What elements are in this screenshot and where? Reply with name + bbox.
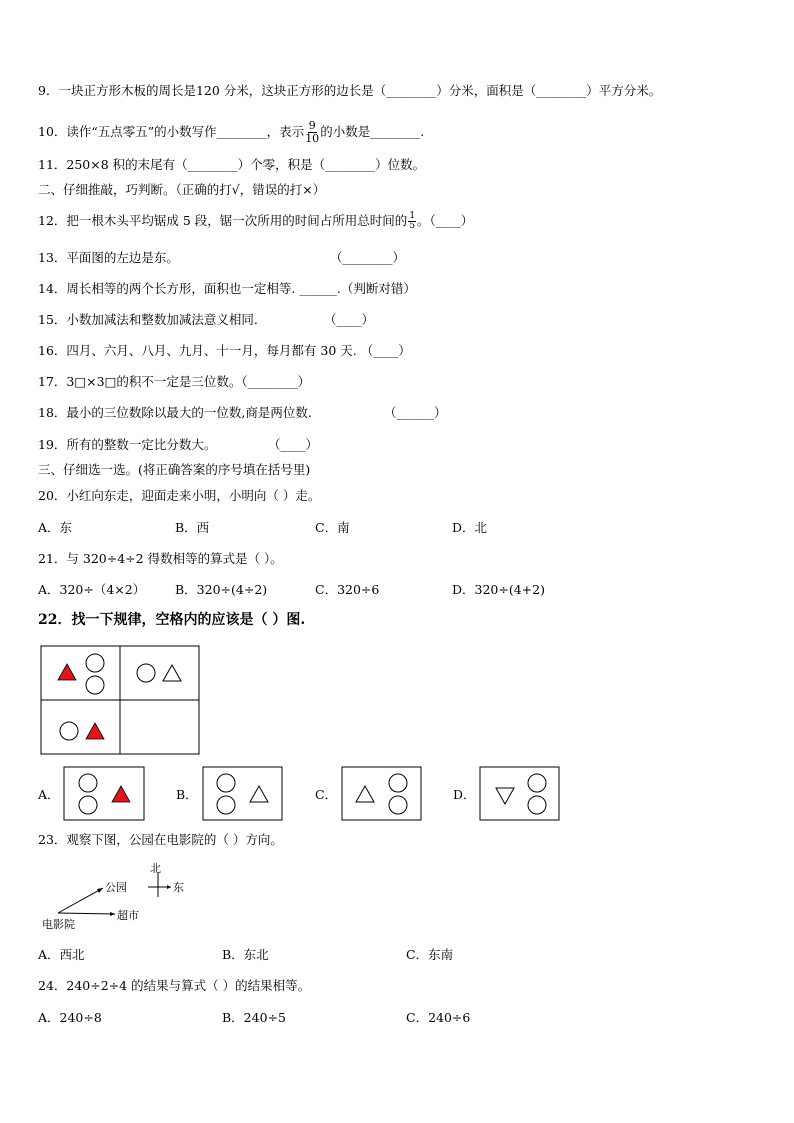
question-24: 24．240÷2÷4 的结果与算式（ ）的结果相等。: [38, 978, 311, 993]
question-17: 17．3□×3□的积不一定是三位数。（________）: [38, 374, 311, 389]
map-label-cinema: 电影院: [42, 918, 75, 931]
section-2-heading: 二、仔细推敲，巧判断。（正确的打√，错误的打×）: [38, 182, 326, 197]
circle-icon: [60, 722, 78, 740]
question-20: 20．小红向东走，迎面走来小明，小明向（ ）走。: [38, 488, 321, 503]
map-label-north: 北: [150, 862, 161, 875]
circle-icon: [389, 774, 407, 792]
q22-option-a[interactable]: A．: [38, 787, 60, 802]
map-label-market: 超市: [117, 909, 139, 922]
map-label-east: 东: [173, 881, 184, 894]
question-13-text: 13．平面图的左边是东。: [38, 250, 179, 265]
q23-option-c[interactable]: C．东南: [406, 947, 454, 962]
red-triangle-icon: [58, 664, 76, 680]
pattern-grid: [41, 646, 199, 754]
question-10-text-a: 10．读作“五点零五”的小数写作________，表示: [38, 124, 305, 139]
circle-icon: [79, 774, 97, 792]
question-13-answer-blank[interactable]: （________）: [330, 250, 406, 265]
q21-option-c[interactable]: C．320÷6: [315, 582, 380, 597]
question-9: 9．一块正方形木板的周长是120 分米，这块正方形的边长是（________）分米，面积是（________）平方分米。: [38, 83, 662, 98]
circle-icon: [86, 654, 104, 672]
question-11: 11．250×8 积的末尾有（________）个零，积是（________）位数。: [38, 157, 426, 172]
red-triangle-icon: [86, 723, 104, 739]
q22-option-d[interactable]: D．: [453, 787, 476, 802]
inverted-triangle-icon: [496, 788, 514, 804]
circle-icon: [389, 796, 407, 814]
question-18-text: 18．最小的三位数除以最大的一位数,商是两位数.: [38, 405, 312, 420]
question-16: 16．四月、六月、八月、九月、十一月，每月都有 30 天. （____）: [38, 343, 411, 358]
circle-icon: [217, 774, 235, 792]
option-b-figure: [203, 767, 282, 820]
triangle-icon: [163, 665, 181, 681]
question-19-answer-blank[interactable]: （____）: [268, 437, 319, 452]
question-14: 14．周长相等的两个长方形，面积也一定相等. ______.（判断对错）: [38, 281, 416, 296]
q21-option-b[interactable]: B．320÷(4÷2): [175, 582, 268, 597]
question-10-text-b: 的小数是________.: [320, 124, 425, 139]
circle-icon: [79, 796, 97, 814]
q24-option-b[interactable]: B．240÷5: [222, 1010, 286, 1025]
triangle-icon: [356, 786, 374, 802]
map-label-park: 公园: [105, 881, 127, 894]
q24-option-a[interactable]: A．240÷8: [38, 1010, 102, 1025]
question-15-answer-blank[interactable]: （____）: [324, 312, 375, 327]
q24-option-c[interactable]: C．240÷6: [406, 1010, 471, 1025]
question-23: 23．观察下图，公园在电影院的（ ）方向。: [38, 832, 283, 847]
question-12-text-b: 。（____）: [417, 213, 474, 228]
question-15-text: 15．小数加减法和整数加减法意义相同.: [38, 312, 258, 327]
q20-option-b[interactable]: B．西: [175, 520, 210, 535]
q20-option-c[interactable]: C．南: [315, 520, 350, 535]
triangle-icon: [250, 786, 268, 802]
section-3-heading: 三、仔细选一选。(将正确答案的序号填在括号里): [38, 462, 311, 477]
fraction-one-fifth: $\frac{1}{5}$: [409, 211, 416, 231]
q20-option-d[interactable]: D．北: [452, 520, 488, 535]
question-18-answer-blank[interactable]: （______）: [384, 405, 447, 420]
q21-option-a[interactable]: A．320÷（4×2）: [38, 582, 146, 597]
question-21: 21．与 320÷4÷2 得数相等的算式是（ ）。: [38, 551, 283, 566]
q22-option-b[interactable]: B．: [176, 787, 198, 802]
q21-option-d[interactable]: D．320÷(4+2): [452, 582, 545, 597]
circle-icon: [137, 664, 155, 682]
option-d-figure: [480, 767, 559, 820]
option-a-figure: [64, 767, 144, 820]
circle-icon: [217, 796, 235, 814]
circle-icon: [528, 774, 546, 792]
option-c-figure: [342, 767, 421, 820]
question-22: 22．找一下规律，空格内的应该是（ ）图.: [38, 612, 306, 628]
red-triangle-icon: [112, 786, 130, 802]
q23-option-b[interactable]: B．东北: [222, 947, 269, 962]
q22-option-c[interactable]: C．: [315, 787, 338, 802]
question-19-text: 19．所有的整数一定比分数大。: [38, 437, 217, 452]
q23-option-a[interactable]: A．西北: [38, 947, 85, 962]
question-12-text-a: 12．把一根木头平均锯成 5 段，锯一次所用的时间占所用总时间的: [38, 213, 408, 228]
circle-icon: [528, 796, 546, 814]
fraction-nine-tenths: $\frac{9}{10}$: [305, 119, 320, 145]
circle-icon: [86, 676, 104, 694]
q20-option-a[interactable]: A．东: [38, 520, 73, 535]
